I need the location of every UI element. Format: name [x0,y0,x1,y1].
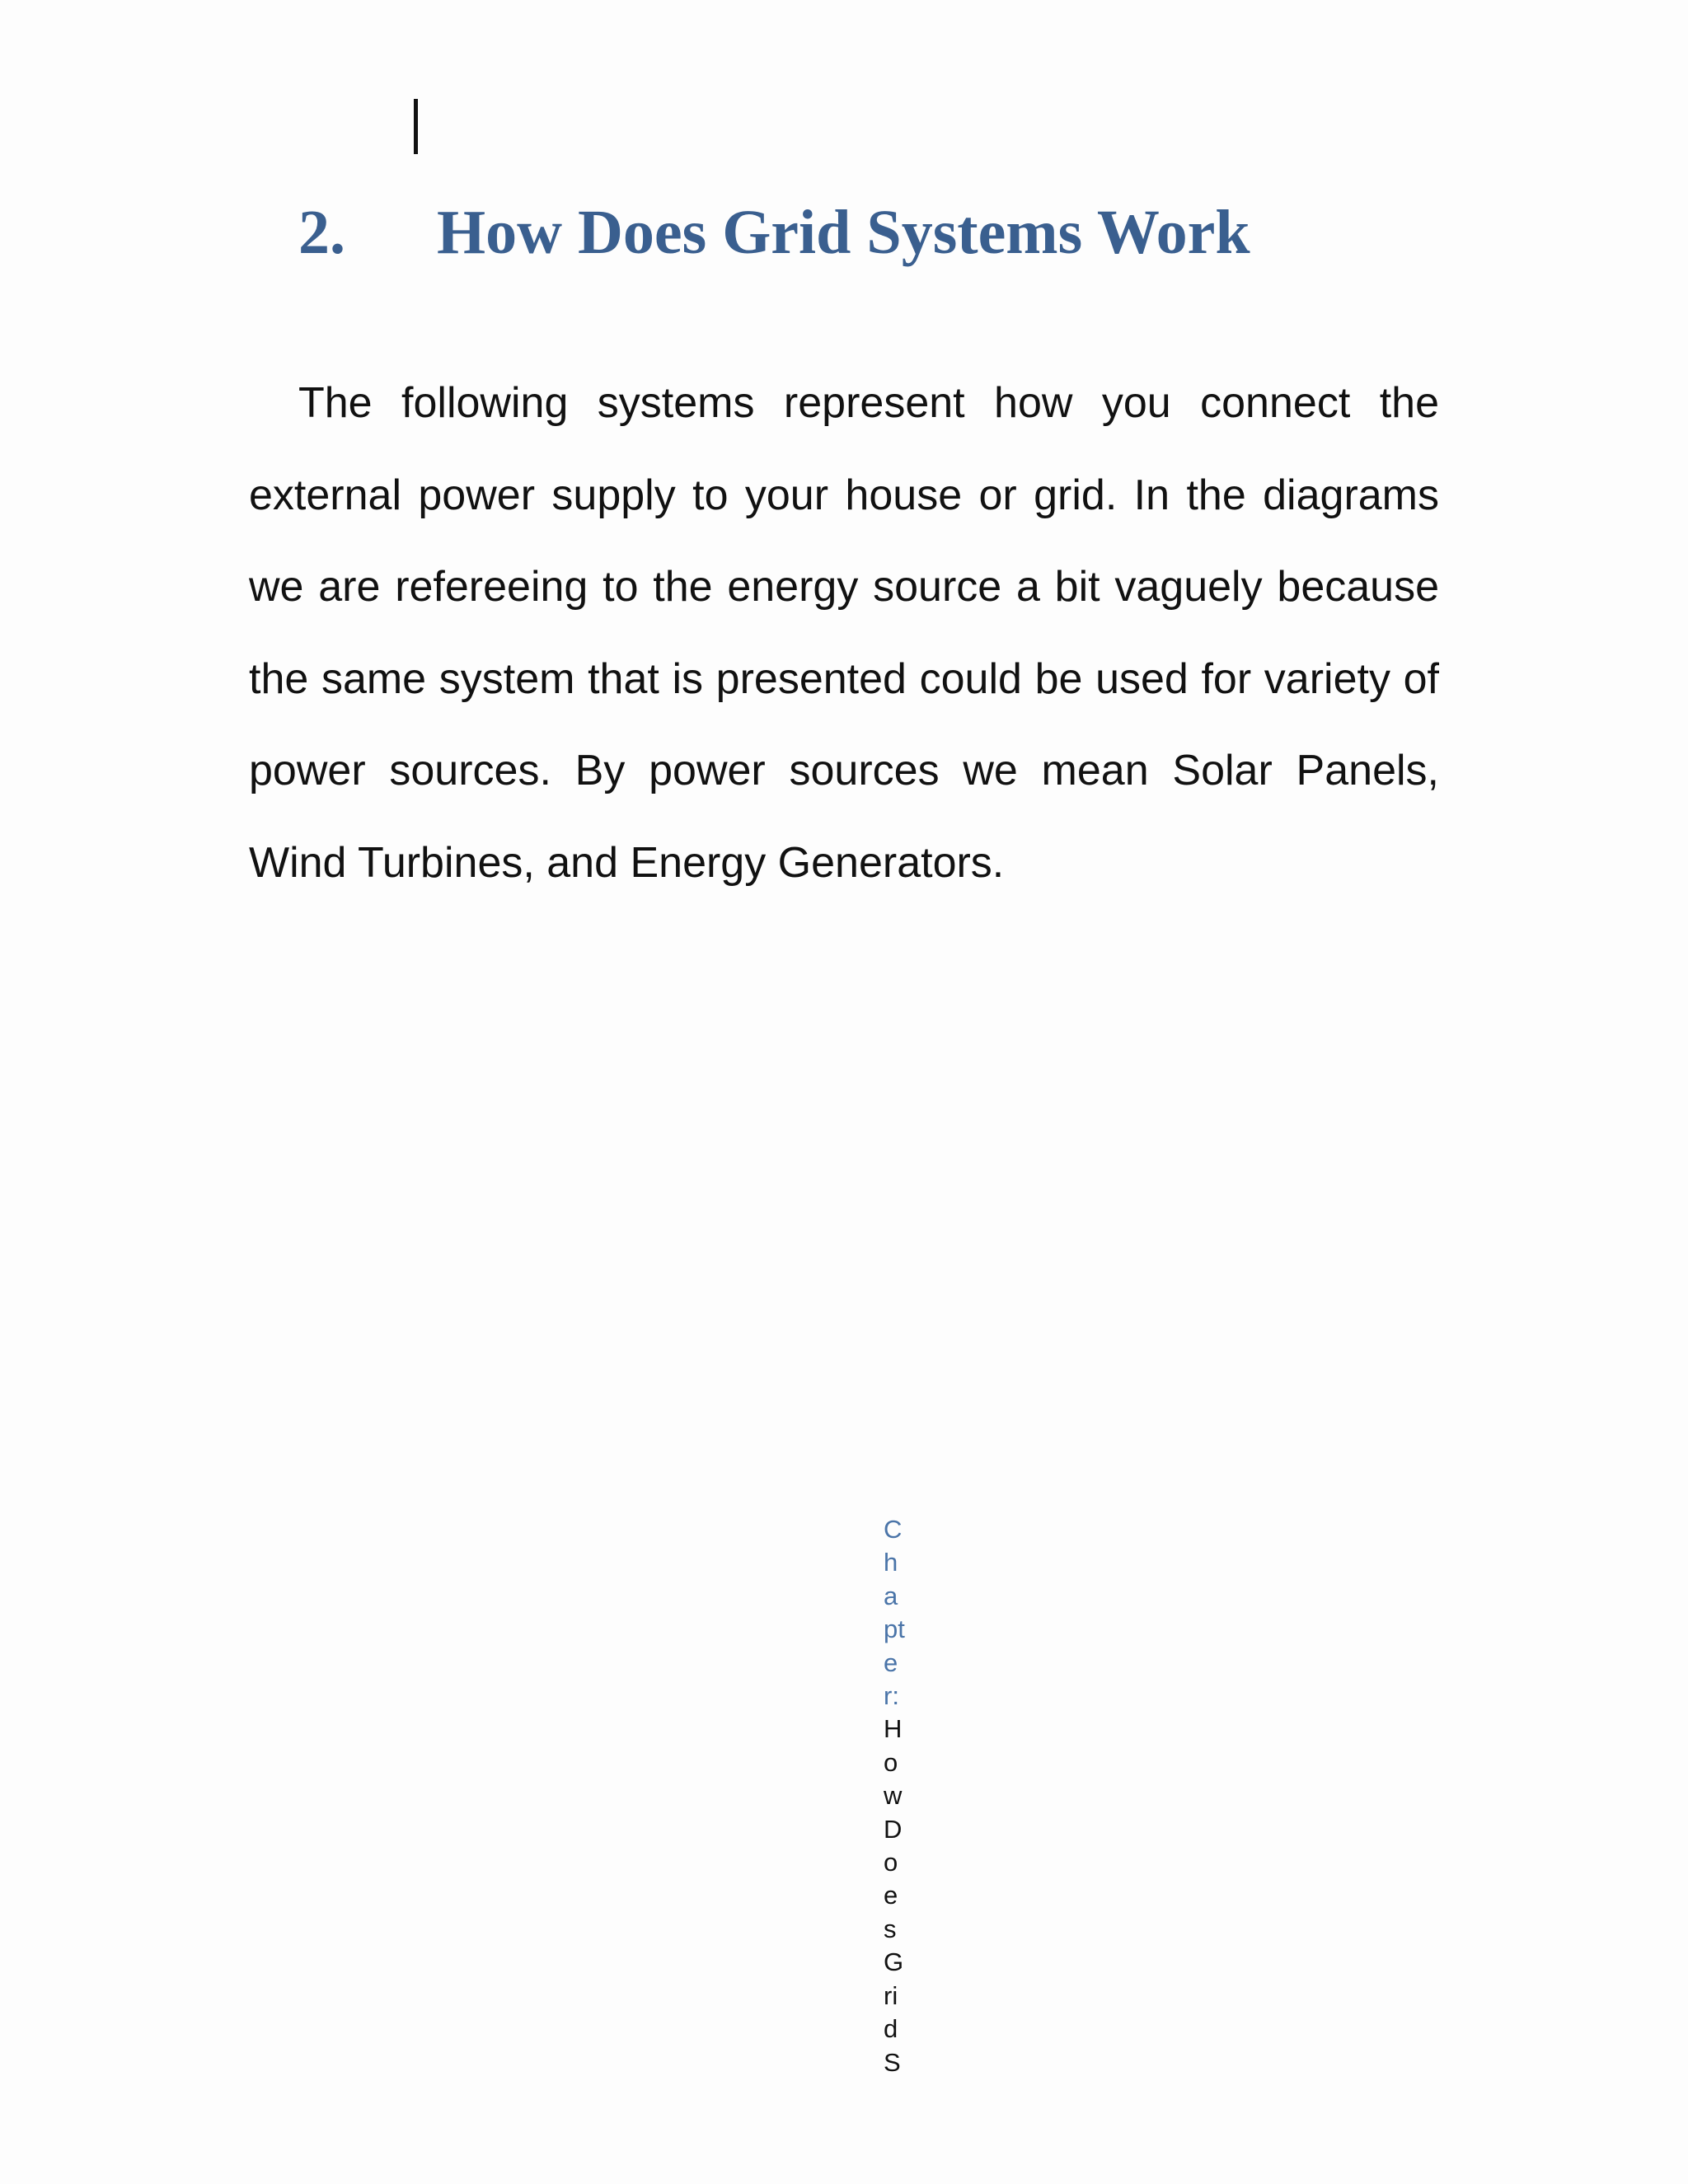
text-cursor [414,99,418,154]
footer-chapter-title: HowDoesGridS [884,1714,904,2077]
page-footer [884,1513,908,2079]
section-heading [298,191,1250,274]
section-number: 2. [298,198,345,267]
section-title: How Does Grid Systems Work [437,198,1250,267]
footer-chapter-label: Chapter: [884,1515,905,1711]
body-paragraph: The following systems represent how you connect the external power supply to your house or grid. In the diagrams we are refereeing to the energy source a bit vaguely because the same system that is presented could be used for variety of power sources. By power sources we mean Solar Panels, Wind Turbines, and Energy Generators. [249,379,1439,887]
